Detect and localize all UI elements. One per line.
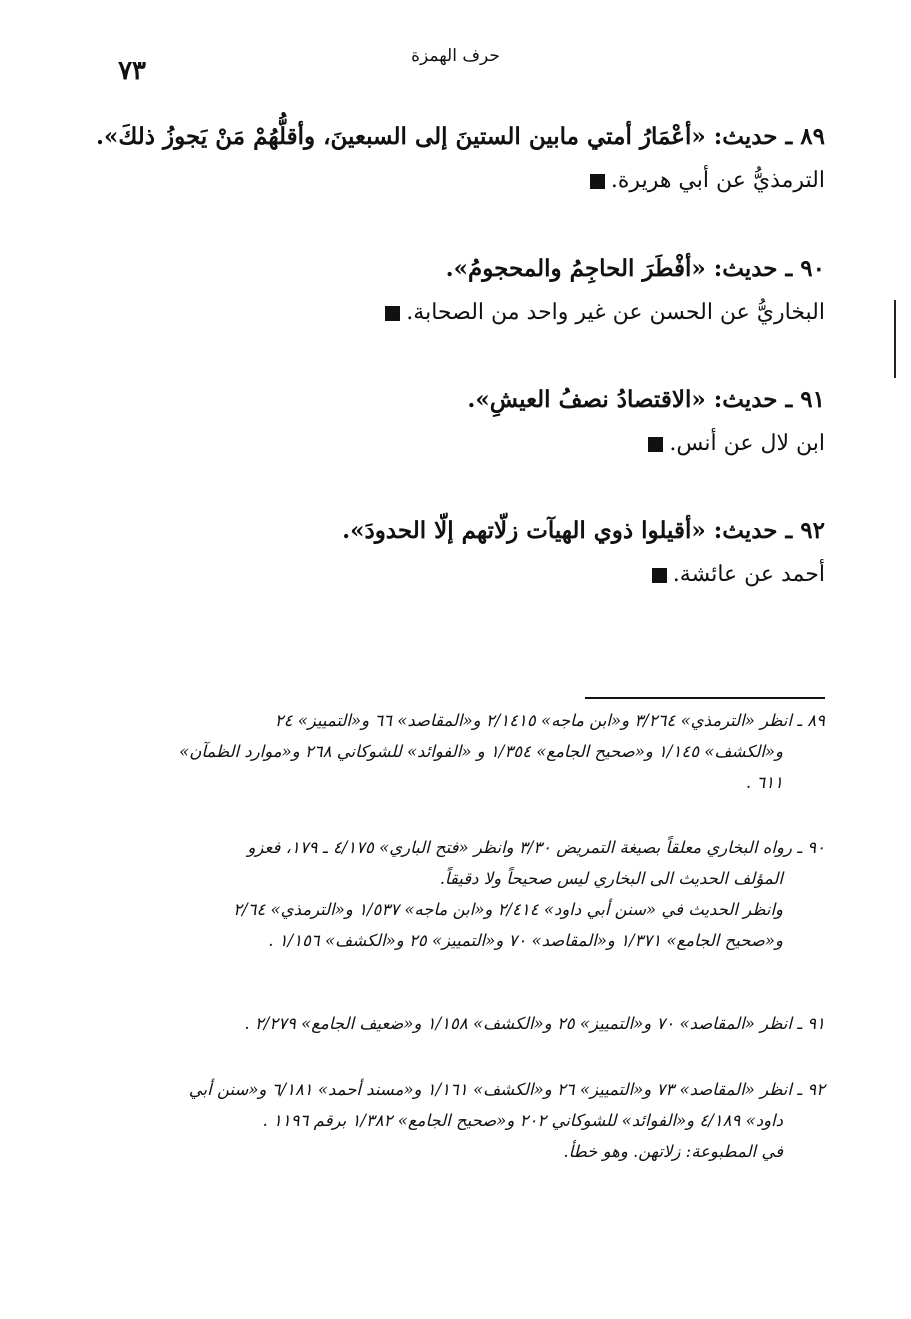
hadith-source: ابن لال عن أنس. [125, 429, 825, 459]
footnote-separator [585, 697, 825, 699]
hadith-source: الترمذيُّ عن أبي هريرة. [125, 166, 825, 196]
hadith-source: أحمد عن عائشة. [125, 560, 825, 590]
hadith-entry-89 [95, 122, 825, 196]
hadith-text: ٩٠ ـ حديث: «أفْطَرَ الحاجِمُ والمحجومُ». [445, 255, 825, 282]
footnote-89: ٨٩ ـ انظر «الترمذي» ٣/٢٦٤ و«ابن ماجه» ٢/١٤١٥ و«المقاصد» ٦٦ و«التمييز» ٢٤ و«الكشف» ١/١٤٥ و«صحيح الجامع» ١/٣٥٤ و «الفوائد» للشوكاني ٢٦٨ و«موارد الظمآن» ٦١١ . [179, 711, 825, 792]
hadith-text: ٨٩ ـ حديث: «أعْمَارُ أمتي مابين الستينَ إلى السبعينَ، وأقلُّهُمْ مَنْ يَجوزُ ذلكَ». [95, 123, 825, 150]
hadith-entry-92 [125, 516, 825, 590]
end-square-icon [590, 174, 605, 189]
footnote-91: ٩١ ـ انظر «المقاصد» ٧٠ و«التمييز» ٢٥ و«الكشف» ١/١٥٨ و«ضعيف الجامع» ٢/٢٧٩ . [244, 1014, 825, 1033]
hadith-entry-91 [125, 385, 825, 459]
end-square-icon [385, 306, 400, 321]
hadith-text: ٩٢ ـ حديث: «أقيلوا ذوي الهيآت زلّاتهم إلّا الحدودَ». [342, 517, 825, 544]
running-title: حرف الهمزة [411, 46, 500, 66]
margin-rule [894, 300, 896, 378]
hadith-entry-90 [125, 254, 825, 328]
footnote-90: ٩٠ ـ رواه البخاري معلقاً بصيغة التمريض ٣/٣٠ وانظر «فتح الباري» ٤/١٧٥ ـ ١٧٩، فعزو المؤلف الحديث الى البخاري ليس صحيحاً ولا دقيقاً. وانظر الحديث في «سنن أبي داود» ٢/٤١٤ و«ابن ماجه» ١/٥٣٧ و«الترمذي» ٢/٦٤ و«صحيح الجامع» ١/٣٧١ و«المقاصد» ٧٠ و«التمييز» ٢٥ و«الكشف» ١/١٥٦ . [233, 838, 825, 950]
end-square-icon [648, 437, 663, 452]
hadith-source: البخاريُّ عن الحسن عن غير واحد من الصحابة. [125, 298, 825, 328]
hadith-text: ٩١ ـ حديث: «الاقتصادُ نصفُ العيشِ». [467, 386, 825, 413]
footnote-92: ٩٢ ـ انظر «المقاصد» ٧٣ و«التمييز» ٢٦ و«الكشف» ١/١٦١ و«مسند أحمد» ٦/١٨١ و«سنن أبي داود» ٤/١٨٩ و«الفوائد» للشوكاني ٢٠٢ و«صحيح الجامع» ١/٣٨٢ برقم ١١٩٦ . في المطبوعة: زلاتهن. وهو خطأ. [188, 1080, 825, 1161]
end-square-icon [652, 568, 667, 583]
page-number: ٧٣ [118, 56, 146, 86]
